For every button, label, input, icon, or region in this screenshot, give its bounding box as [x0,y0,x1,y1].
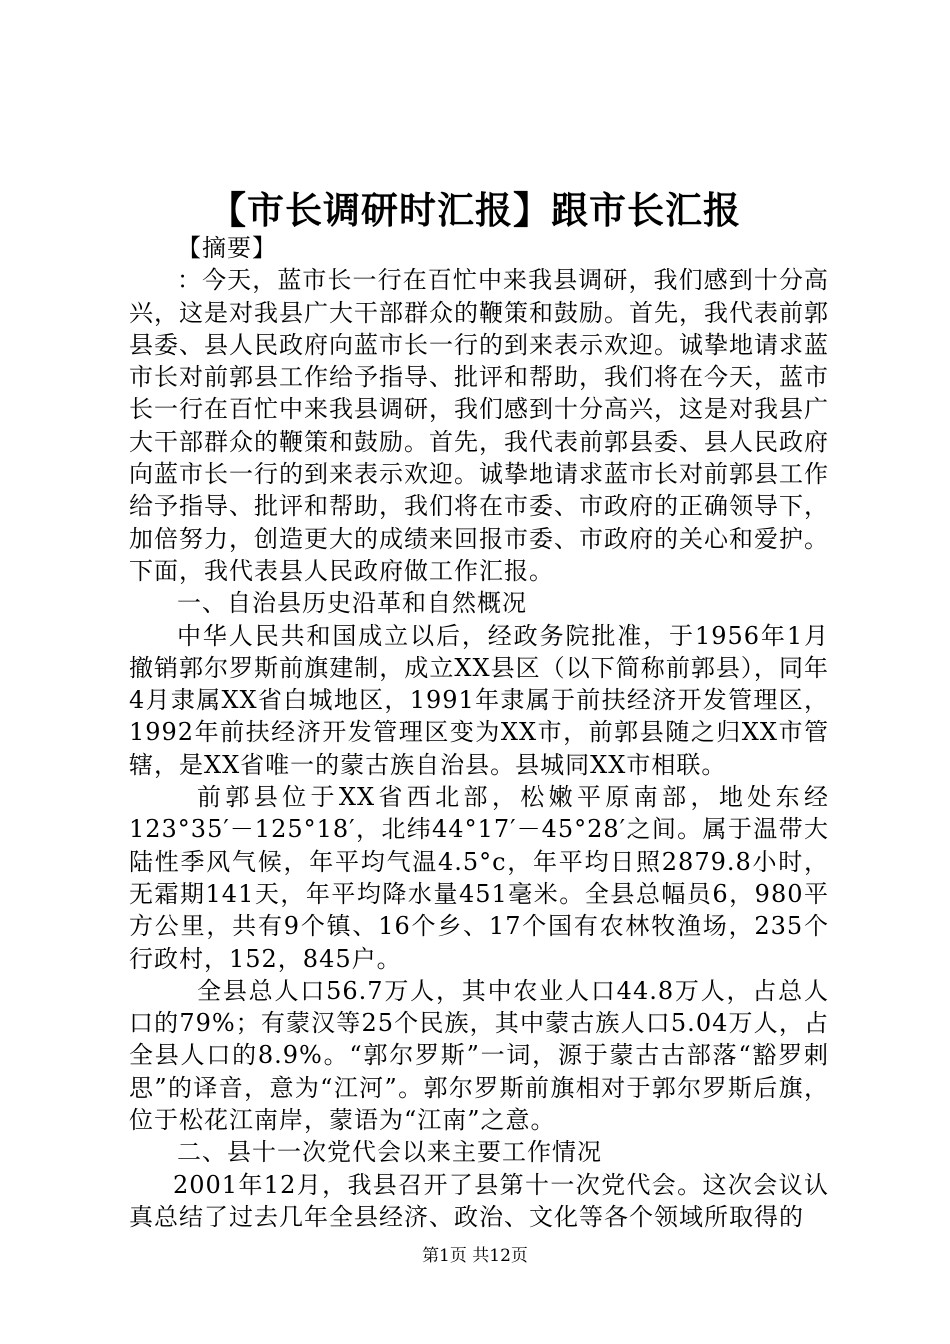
paragraph-abstract: ：今天，蓝市长一行在百忙中来我县调研，我们感到十分高兴，这是对我县广大干部群众的鞭策和鼓励。首先，我代表前郭县委、县人民政府向蓝市长一行的到来表示欢迎。诚挚地请求蓝市长对前郭县工作给予指导、批评和帮助，我们将在今天，蓝市长一行在百忙中来我县调研，我们感到十分高兴，这是对我县广大干部群众的鞭策和鼓励。首先，我代表前郭县委、县人民政府向蓝市长一行的到来表示欢迎。诚挚地请求蓝市长对前郭县工作给予指导、批评和帮助，我们将在市委、市政府的正确领导下，加倍努力，创造更大的成绩来回报市委、市政府的关心和爱护。下面，我代表县人民政府做工作汇报。 [129,266,829,585]
document-title: 【市长调研时汇报】跟市长汇报 [209,188,741,232]
paragraph-party-congress: 2001年12月，我县召开了县第十一次党代会。这次会议认真总结了过去几年全县经济、政治、文化等各个领域所取得的 [129,1170,829,1231]
paragraph-population: 全县总人口56.7万人，其中农业人口44.8万人，占总人口的79%；有蒙汉等25个民族，其中蒙古族人口5.04万人，占全县人口的8.9%。“郭尔罗斯”一词，源于蒙古古部落“豁罗剌思”的译音，意为“江河”。郭尔罗斯前旗相对于郭尔罗斯后旗，位于松花江南岸，蒙语为“江南”之意。 [129,976,829,1135]
section-heading-1: 一、自治县历史沿革和自然概况 [177,589,527,618]
paragraph-geography: 前郭县位于XX省西北部，松嫩平原南部，地处东经123°35′－125°18′，北纬44°17′－45°28′之间。属于温带大陆性季风气候，年平均气温4.5°c，年平均日照2879.8小时，无霜期141天，年平均降水量451毫米。全县总幅员6，980平方公里，共有9个镇、16个乡、17个国有农林牧渔场，235个行政村，152，845户。 [129,783,829,973]
document-body [129,232,829,1233]
paragraph-history: 中华人民共和国成立以后，经政务院批准，于1956年1月撤销郭尔罗斯前旗建制，成立XX县区（以下简称前郭县），同年4月隶属XX省白城地区，1991年隶属于前扶经济开发管理区，1992年前扶经济开发管理区变为XX市，前郭县随之归XX市管辖，是XX省唯一的蒙古族自治县。县城同XX市相联。 [129,621,829,779]
section-heading-2: 二、县十一次党代会以来主要工作情况 [177,1138,602,1167]
abstract-heading: 【摘要】 [177,234,277,262]
page-number: 第1页 共12页 [422,1246,528,1266]
